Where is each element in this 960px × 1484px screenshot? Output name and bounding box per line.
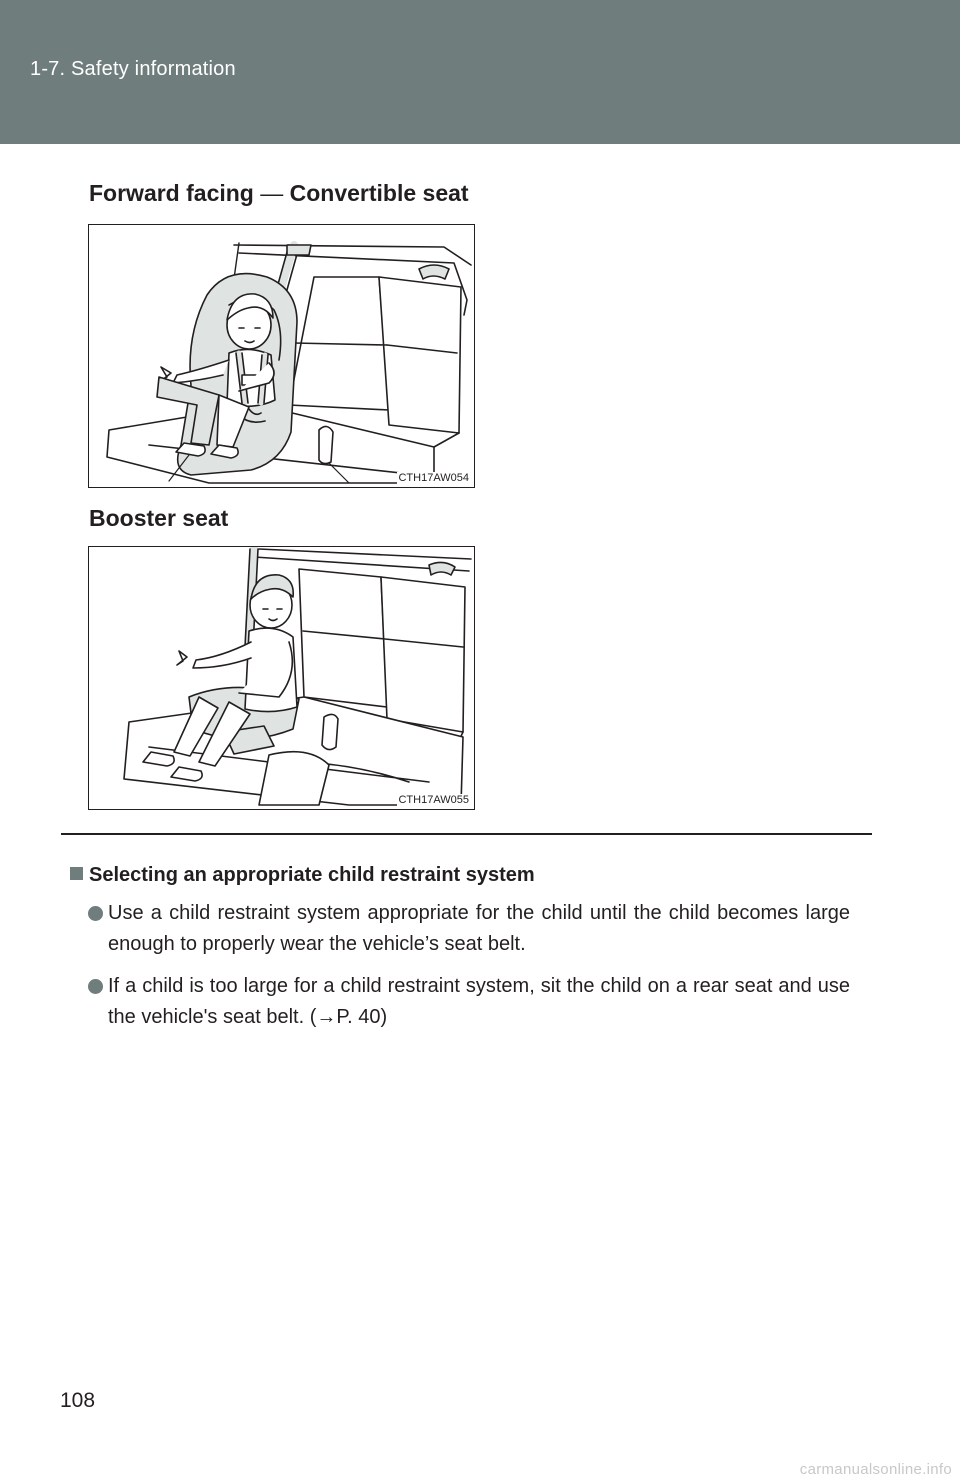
convertible-seat-illustration (88, 224, 475, 488)
booster-seat-drawing (89, 547, 474, 809)
figure-code: CTH17AW055 (398, 794, 469, 806)
list-item: If a child is too large for a child restraint system, sit the child on a rear seat and use the vehicle's seat belt. (→P. 40) (88, 971, 850, 1033)
page-header (0, 0, 960, 144)
convertible-seat-drawing (89, 225, 474, 487)
figure-code: CTH17AW054 (398, 472, 469, 484)
section-divider (61, 833, 872, 835)
note-heading: Selecting an appropriate child restraint system (70, 864, 535, 887)
heading-booster-seat: Booster seat (89, 505, 229, 531)
page-number: 108 (60, 1389, 96, 1412)
circle-bullet-icon (88, 979, 103, 994)
booster-seat-illustration (88, 546, 475, 810)
circle-bullet-icon (88, 906, 103, 921)
watermark: carmanualsonline.info (799, 1461, 952, 1478)
heading-forward-facing: Forward facing — Convertible seat (89, 180, 469, 206)
section-breadcrumb: 1-7. Safety information (30, 58, 236, 80)
list-item: Use a child restraint system appropriate for the child until the child becomes large enough to properly wear the vehicle’s seat belt. (88, 898, 850, 960)
square-bullet-icon (70, 867, 83, 880)
